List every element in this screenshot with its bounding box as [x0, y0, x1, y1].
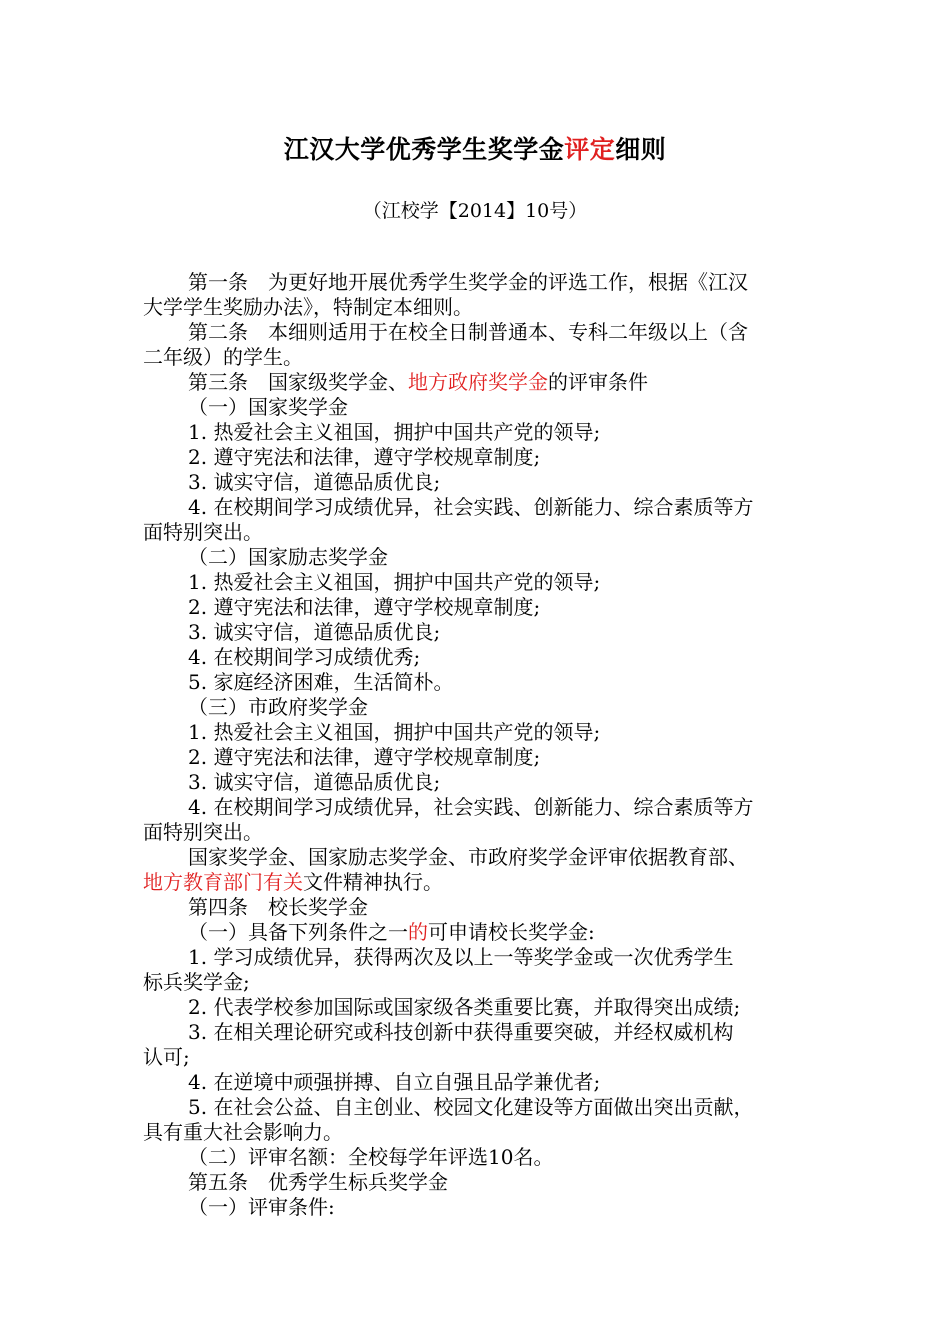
list-item: 4. 在逆境中顽强拼搏、自立自强且品学兼优者;	[188, 1070, 601, 1094]
list-item-continuation: 标兵奖学金;	[143, 970, 250, 994]
title-part-1: 江汉大学优秀学生奖学金	[283, 135, 565, 164]
list-item: 3. 诚实守信，道德品质优良;	[188, 470, 441, 494]
article-3-heading-a: 第三条 国家级奖学金、	[188, 370, 408, 394]
article-4-heading: 第四条 校长奖学金	[188, 895, 368, 919]
principal-conditions-red: 的	[408, 920, 428, 944]
section-national-encouragement-scholarship: （二）国家励志奖学金	[188, 545, 388, 569]
list-item: 2. 遵守宪法和法律，遵守学校规章制度;	[188, 745, 541, 769]
list-item: 5. 在社会公益、自主创业、校园文化建设等方面做出突出贡献，	[188, 1095, 754, 1119]
list-item: 4. 在校期间学习成绩优异，社会实践、创新能力、综合素质等方	[188, 495, 754, 519]
article-3-heading-red: 地方政府奖学金	[408, 370, 548, 394]
title-part-2-red: 评定	[564, 135, 616, 164]
list-item-continuation: 具有重大社会影响力。	[143, 1120, 343, 1144]
document-number: （江校学【2014】10号）	[362, 200, 588, 222]
list-item: 4. 在校期间学习成绩优秀;	[188, 645, 421, 669]
list-item: 2. 遵守宪法和法律，遵守学校规章制度;	[188, 445, 541, 469]
list-item: 2. 代表学校参加国际或国家级各类重要比赛，并取得突出成绩;	[188, 995, 741, 1019]
list-item: 3. 诚实守信，道德品质优良;	[188, 770, 441, 794]
list-item: 4. 在校期间学习成绩优异，社会实践、创新能力、综合素质等方	[188, 795, 754, 819]
principal-conditions-a: （一）具备下列条件之一	[188, 920, 408, 944]
article-1-line-1: 第一条 为更好地开展优秀学生奖学金的评选工作，根据《江汉	[188, 270, 748, 294]
document-body	[143, 270, 808, 1220]
list-item: 3. 诚实守信，道德品质优良;	[188, 620, 441, 644]
article-3-heading	[143, 370, 808, 395]
section-municipal-scholarship: （三）市政府奖学金	[188, 695, 368, 719]
section-principal-conditions	[143, 920, 808, 945]
article-3-heading-c: 的评审条件	[548, 370, 648, 394]
paragraph-basis-line-2	[143, 870, 808, 895]
title-part-3: 细则	[615, 135, 667, 164]
paragraph-basis-red: 地方教育部门有关	[143, 870, 303, 894]
list-item: 1. 热爱社会主义祖国，拥护中国共产党的领导;	[188, 720, 601, 744]
list-item: 1. 热爱社会主义祖国，拥护中国共产党的领导;	[188, 420, 601, 444]
principal-quota: （二）评审名额：全校每学年评选10名。	[188, 1145, 554, 1169]
list-item: 2. 遵守宪法和法律，遵守学校规章制度;	[188, 595, 541, 619]
list-item-continuation: 面特别突出。	[143, 820, 263, 844]
article-5-heading: 第五条 优秀学生标兵奖学金	[188, 1170, 448, 1194]
list-item: 5. 家庭经济困难，生活简朴。	[188, 670, 454, 694]
article-1-line-2: 大学学生奖励办法》，特制定本细则。	[143, 295, 473, 319]
document-title	[0, 128, 950, 172]
paragraph-basis-line-1: 国家奖学金、国家励志奖学金、市政府奖学金评审依据教育部、	[188, 845, 748, 869]
list-item-continuation: 面特别突出。	[143, 520, 263, 544]
list-item-continuation: 认可;	[143, 1045, 190, 1069]
list-item: 1. 热爱社会主义祖国，拥护中国共产党的领导;	[188, 570, 601, 594]
article-2-line-1: 第二条 本细则适用于在校全日制普通本、专科二年级以上（含	[188, 320, 748, 344]
principal-conditions-c: 可申请校长奖学金:	[428, 920, 595, 944]
article-2-line-2: 二年级）的学生。	[143, 345, 303, 369]
list-item: 3. 在相关理论研究或科技创新中获得重要突破，并经权威机构	[188, 1020, 734, 1044]
paragraph-basis-rest: 文件精神执行。	[303, 870, 443, 894]
list-item: 1. 学习成绩优异，获得两次及以上一等奖学金或一次优秀学生	[188, 945, 734, 969]
section-national-scholarship: （一）国家奖学金	[188, 395, 348, 419]
section-review-conditions: （一）评审条件:	[188, 1195, 335, 1219]
